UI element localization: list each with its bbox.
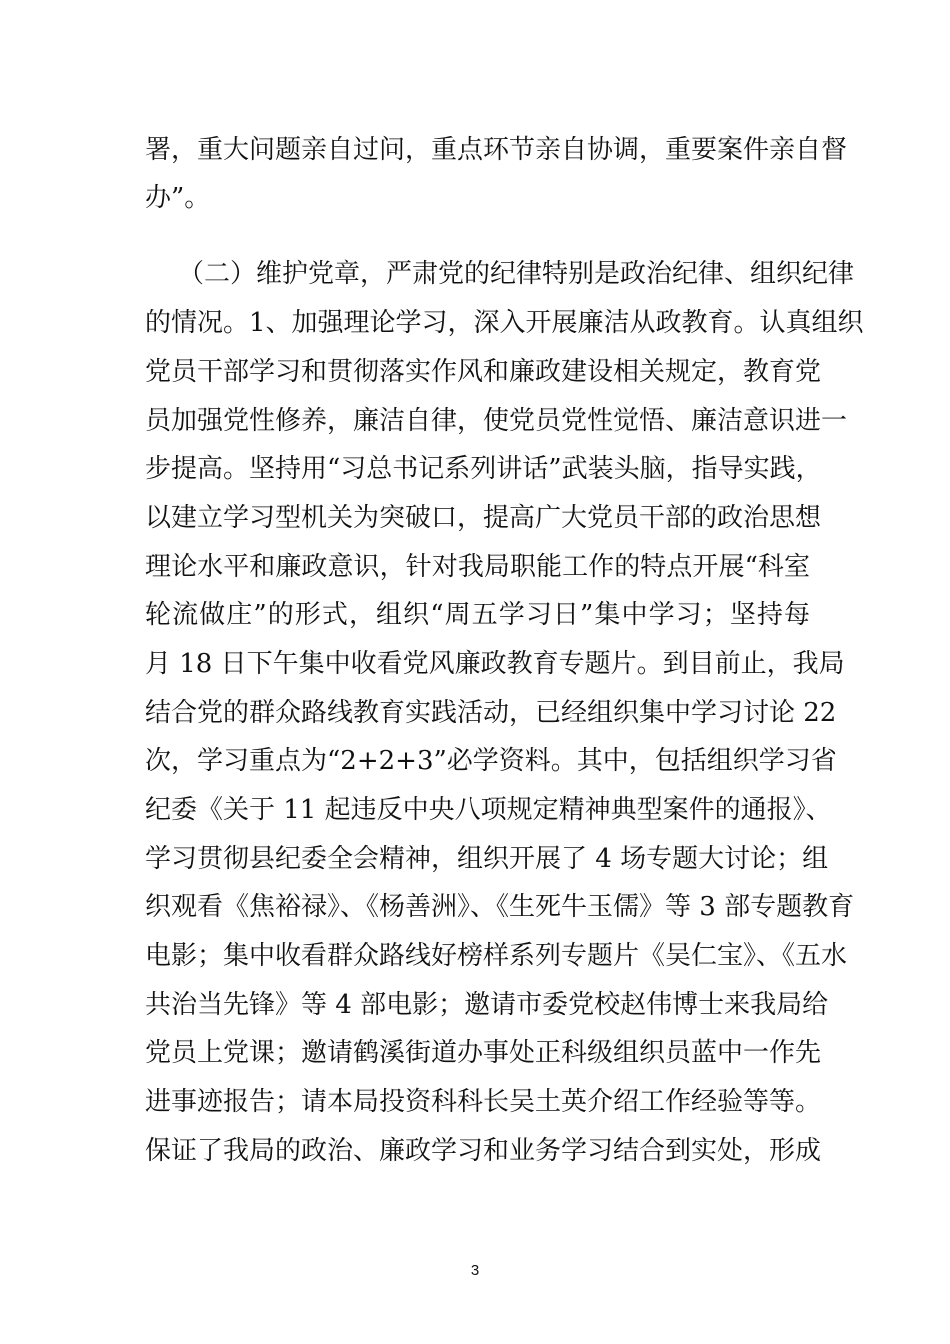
text-line: 署，重大问题亲自过问，重点环节亲自协调，重要案件亲自督 xyxy=(145,135,848,165)
text-line: 以建立学习型机关为突破口，提高广大党员干部的政治思想 xyxy=(145,503,822,533)
text-line: 步提高。坚持用“习总书记系列讲话”武装头脑，指导实践， xyxy=(145,454,822,484)
text-line: 月 18 日下午集中收看党风廉政教育专题片。到目前止，我局 xyxy=(145,649,845,679)
text-line: 结合党的群众路线教育实践活动，已经组织集中学习讨论 22 xyxy=(145,698,837,728)
text-line: 织观看《焦裕禄》、《杨善洲》、《生死牛玉儒》等 3 部专题教育 xyxy=(145,892,855,922)
text-line: 办”。 xyxy=(145,183,211,213)
text-line: 次，学习重点为“2+2+3”必学资料。其中，包括组织学习省 xyxy=(145,746,837,776)
text-line: 党员上党课；邀请鹤溪街道办事处正科级组织员蓝中一作先 xyxy=(145,1038,822,1068)
text-line: 理论水平和廉政意识，针对我局职能工作的特点开展“科室 xyxy=(145,552,810,582)
text-line: 党员干部学习和贯彻落实作风和廉政建设相关规定，教育党 xyxy=(145,357,822,387)
text-line: 的情况。1、加强理论学习，深入开展廉洁从政教育。认真组织 xyxy=(145,308,864,338)
text-line: 员加强党性修养，廉洁自律，使党员党性觉悟、廉洁意识进一 xyxy=(145,406,848,436)
page-number: 3 xyxy=(470,1262,480,1279)
text-line: 共治当先锋》等 4 部电影；邀请市委党校赵伟博士来我局给 xyxy=(145,990,829,1020)
text-line: 电影；集中收看群众路线好榜样系列专题片《吴仁宝》、《五水 xyxy=(145,941,848,971)
text-line: 轮流做庄”的形式，组织“周五学习日”集中学习；坚持每 xyxy=(145,600,810,630)
paragraph-heading-line: （二）维护党章，严肃党的纪律特别是政治纪律、组织纪律 xyxy=(178,259,855,289)
text-line: 纪委《关于 11 起违反中央八项规定精神典型案件的通报》、 xyxy=(145,795,832,825)
text-line: 保证了我局的政治、廉政学习和业务学习结合到实处，形成 xyxy=(145,1136,822,1166)
text-line: 进事迹报告；请本局投资科科长吴土英介绍工作经验等等。 xyxy=(145,1087,822,1117)
text-line: 学习贯彻县纪委全会精神，组织开展了 4 场专题大讨论；组 xyxy=(145,844,829,874)
